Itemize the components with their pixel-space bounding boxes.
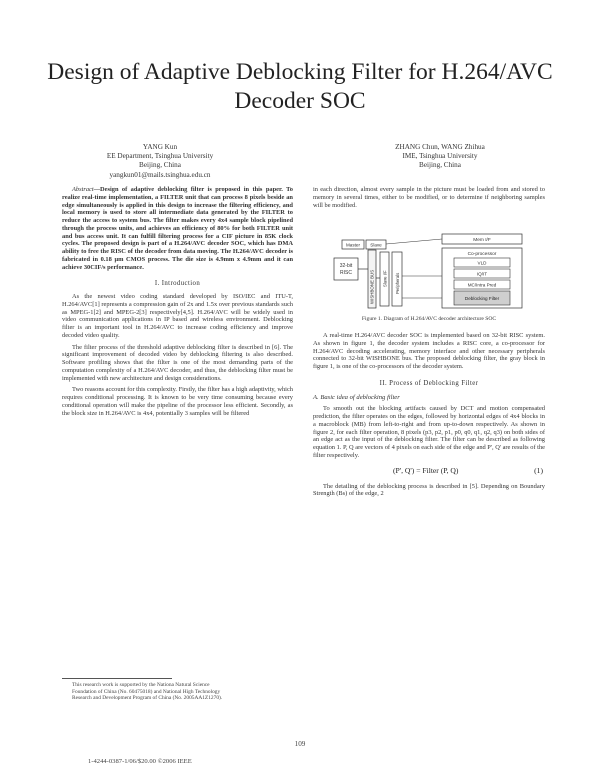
figure-1-caption: Figure 1. Diagram of H.264/AVC decoder architecture SOC	[361, 316, 497, 322]
risc-label-2: RISC	[340, 270, 352, 276]
risc-label-1: 32-bit	[339, 263, 353, 269]
equation-text: (P', Q') = Filter (P, Q)	[393, 465, 459, 475]
title-line-2: Decoder SOC	[234, 88, 366, 114]
author-name: ZHANG Chun, WANG Zhihua	[395, 143, 485, 151]
mem-if-label: Mem I/F	[473, 238, 491, 243]
author-email: yangkun01@mails.tsinghua.edu.cn	[109, 170, 211, 179]
deblocking-filter-label: Deblocking Filter	[464, 296, 500, 301]
col2-paragraph-1: in each direction, almost every sample in the picture must be loaded from and stored to memory in several times, either to be modified, or to determine if neighboring samples will be modified.	[313, 186, 545, 209]
iqit-label: IQ/IT	[476, 271, 488, 277]
publication-id: 1-4244-0387-1/06/$20.00 ©2006 IEEE	[88, 758, 192, 765]
slave-if-label: Slave I/F	[382, 270, 388, 287]
equation-number: (1)	[534, 465, 543, 475]
risc-block	[334, 258, 358, 280]
author-city: Beijing, China	[139, 161, 181, 170]
vld-label: VLD	[477, 260, 487, 266]
section-heading-process: II. Process of Deblocking Filter	[379, 379, 479, 387]
author-block-right	[340, 143, 540, 171]
left-column	[62, 186, 293, 417]
footnote-rule	[62, 678, 172, 679]
author-city: Beijing, China	[419, 161, 461, 170]
mc-label: MC/Intra Pred	[467, 282, 497, 288]
right-column-main	[313, 332, 545, 498]
bus-label: WISHBONE BUS	[369, 269, 375, 304]
author-block-left	[60, 143, 260, 180]
intro-paragraph-2: The filter process of the threshold adaptive deblocking filter is described in [6]. The significant improvement of decoded video by deblocking filtering is also described. Software profiling shows that the filter is one of the most demanding parts of the computation complexity of a H.264/AVC decoder, and thus, the deblocking filter must be implemented with new architecture and design considerations.	[62, 343, 293, 382]
paper-title	[40, 58, 560, 116]
author-dept: IME, Tsinghua University	[402, 152, 478, 161]
footnote	[72, 682, 294, 702]
peripherals-label: Peripherals	[395, 272, 400, 294]
abstract-label: Abstract	[72, 186, 94, 193]
author-dept: EE Department, Tsinghua University	[106, 152, 214, 161]
figure-1-diagram	[330, 232, 526, 310]
footnote-line: This research work is supported by the Nationa Natural Science	[72, 682, 210, 688]
slave-label: Slave	[370, 242, 382, 248]
col2-paragraph-3: To smooth out the blocking artifacts caused by DCT and motion compensated prediction, the filter operates on the edges, followed by horizontal edges of 4x4 blocks in a macroblock (MB) from left-to-right and from up-to-down respectively. As shown in figure 2, for each filter operation, 8 pixels (p3, p2, p1, p0, q0, q1, q2, q3) on both sides of an edge act as the input of the deblocking filter. The filter can be described as following equation 1. P, Q are vectors of 4 pixels on each side of the edge and P', Q' are results of the filter respectively.	[313, 405, 545, 459]
master-label: Master	[345, 242, 361, 248]
page-number: 109	[294, 740, 306, 748]
col2-paragraph-2: A real-time H.264/AVC decoder SOC is implemented based on 32-bit RISC system. As shown in figure 1, the decoder system includes a RISC core, a co-processor for H.264/AVC decoding accelerating, memory interface and other necessary peripherals connected to 32-bit WISHBONE bus. The proposed deblocking filter, the gray block in figure 1, is one of the co-processors of the decoder system.	[313, 332, 545, 370]
author-name: YANG Kun	[142, 143, 178, 151]
footnote-line: Foundation of China (No. 60475018) and National High Technology	[72, 688, 221, 695]
abstract-text: Design of adaptive deblocking filter is proposed in this paper. To realize real-time implementation, a FILTER unit that can process 8 pixels beside an edge simultaneously is applied in this design to increase the filtering efficiency, and local memory is used to store all intermediate data generated by the FILTER to reduce the access to system bus. The filter makes every 4x4 sample block pipelined through the process units, and achieves an efficiency of 80% for both FILTER unit and bus access unit. It can fulfill filtering process for a CIF picture in 85K clock cycles. The proposed design is part of a H.264/AVC decoder SOC, which has DMA ability to free the RISC of the decoder from data moving. The H.264/AVC decoder is fabricated in 0.18 μm CMOS process. The die size is 4.9mm x 4.9mm and it can achieve 30CIF/s performance.	[62, 186, 293, 271]
right-column-top	[313, 186, 545, 209]
title-line-1: Design of Adaptive Deblocking Filter for H.264/AVC	[47, 59, 553, 85]
section-heading-introduction: I. Introduction	[154, 280, 201, 288]
coprocessor-label: Co-processor	[467, 252, 497, 257]
subsection-heading-basic-idea: A. Basic idea of deblocking filter	[313, 393, 400, 401]
equation-1	[313, 465, 545, 479]
col2-paragraph-4: The detailing of the deblocking process is described in [5]. Depending on Boundary Strength (Bs) of the edge, 2	[313, 482, 545, 498]
intro-paragraph-1: As the newest video coding standard developed by ISO/IEC and ITU-T, H.264/AVC[1] represents a compression gain of 2x and 1.5x over previous standards such as MPEG-1[2] and MPEG-2[3] respectively[4,5]. H.264/AVC will be widely used in video communication applications in IP based and wireless environment. Deblocking filter is an important tool in H.264/AVC to increase coding efficiency and improve decoded video quality.	[62, 293, 293, 339]
intro-paragraph-3: Two reasons account for this complexity. Firstly, the filter has a high adaptivity, which requires conditional processing. It is known to be very time consuming because every conditional operation will make the pipeline of the processor less efficient. Secondly, as the block size in H.264/AVC is 4x4, potentially 3 samples will be filtered	[62, 386, 293, 417]
footnote-line: Research and Development Program of China (No. 2005AA1Z1270).	[72, 695, 223, 702]
abstract: Abstract—Design of adaptive deblocking filter is proposed in this paper. To realize real-time implementation, a FILTER unit that can process 8 pixels beside an edge simultaneously is applied in this design to increase the filtering efficiency, and local memory is used to store all intermediate data generated by the FILTER to reduce the access to system bus. The filter makes every 4x4 sample block pipelined through the process units, and achieves an efficiency of 80% for both FILTER unit and bus access unit. It can fulfill filtering process for a CIF picture in 85K clock cycles. The proposed design is part of a H.264/AVC decoder SOC, which has DMA ability to free the RISC of the decoder from data moving. The H.264/AVC decoder is fabricated in 0.18 μm CMOS process. The die size is 4.9mm x 4.9mm and it can achieve 30CIF/s performance.	[62, 186, 293, 271]
